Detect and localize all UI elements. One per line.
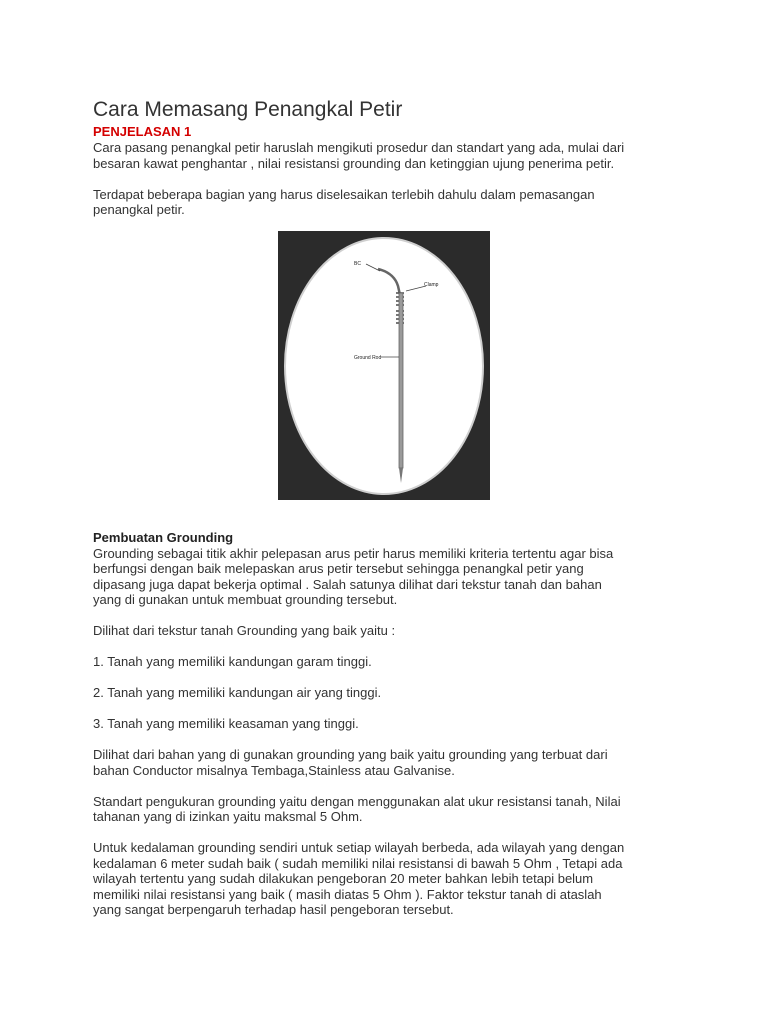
grounding-para1-line-1: Grounding sebagai titik akhir pelepasan arus petir harus memiliki kriteria tertentu agar bisa xyxy=(93,545,614,561)
grounding-para1-line-4: yang di gunakan untuk membuat grounding tersebut. xyxy=(93,592,398,607)
label-clamp: Clamp xyxy=(424,282,439,288)
intro-line-1: Cara pasang penangkal petir haruslah mengikuti prosedur dan standart yang ada, mulai dari xyxy=(93,140,625,155)
standard-line-2: tahanan yang di izinkan yaitu maksmal 5 Ohm. xyxy=(93,809,363,824)
depth-line-5: yang sangat berpengaruh terhadap hasil pengeboran tersebut. xyxy=(93,902,454,917)
ground-rod xyxy=(399,293,403,468)
page-title: Cara Memasang Penangkal Petir xyxy=(93,98,403,121)
grounding-para1-line-3: dipasang juga dapat bekerja optimal . Salah satunya dilihat dari tekstur tanah dan bahan xyxy=(93,576,602,592)
material-line-1: Dilihat dari bahan yang di gunakan grounding yang baik yaitu grounding yang terbuat dari xyxy=(93,747,608,762)
parts-line-2: penangkal petir. xyxy=(93,202,185,217)
ground-rod-diagram xyxy=(278,231,490,500)
grounding-heading: Pembuatan Grounding xyxy=(93,530,234,545)
diagram-ellipse xyxy=(285,238,483,494)
depth-line-4: memiliki nilai resistansi yang baik ( masih diatas 5 Ohm ). Faktor tekstur tanah di ataslah xyxy=(93,886,602,902)
texture-intro: Dilihat dari tekstur tanah Grounding yang baik yaitu : xyxy=(93,623,396,638)
material-line-2: bahan Conductor misalnya Tembaga,Stainless atau Galvanise. xyxy=(93,762,455,778)
label-bc: BC xyxy=(354,261,361,267)
list-item: 3. Tanah yang memiliki keasaman yang tinggi. xyxy=(93,716,359,731)
depth-line-3: wilayah tertentu yang sudah dilakukan pengeboran 20 meter bahkan lebih tetapi belum xyxy=(93,871,594,886)
parts-line-1: Terdapat beberapa bagian yang harus diselesaikan terlebih dahulu dalam pemasangan xyxy=(93,186,595,202)
depth-line-1: Untuk kedalaman grounding sendiri untuk setiap wilayah berbeda, ada wilayah yang dengan xyxy=(93,840,625,855)
document-page xyxy=(93,96,683,218)
list-item: 2. Tanah yang memiliki kandungan air yang tinggi. xyxy=(93,685,382,700)
standard-line-1: Standart pengukuran grounding yaitu dengan menggunakan alat ukur resistansi tanah, Nilai xyxy=(93,793,621,809)
list-item: 1. Tanah yang memiliki kandungan garam tinggi. xyxy=(93,654,372,669)
section-label: PENJELASAN 1 xyxy=(93,124,192,139)
intro-line-2: besaran kawat penghantar , nilai resistansi grounding dan ketinggian ujung penerima petir. xyxy=(93,155,615,171)
grounding-para1-line-2: berfungsi dengan baik melepaskan arus petir tersebut sehingga penangkal petir yang xyxy=(93,561,584,576)
label-ground-rod: Ground Rod xyxy=(354,355,382,361)
grounding-section xyxy=(93,530,693,918)
depth-line-2: kedalaman 6 meter sudah baik ( sudah memiliki nilai resistansi di bawah 5 Ohm , Tetapi ada xyxy=(93,855,623,871)
